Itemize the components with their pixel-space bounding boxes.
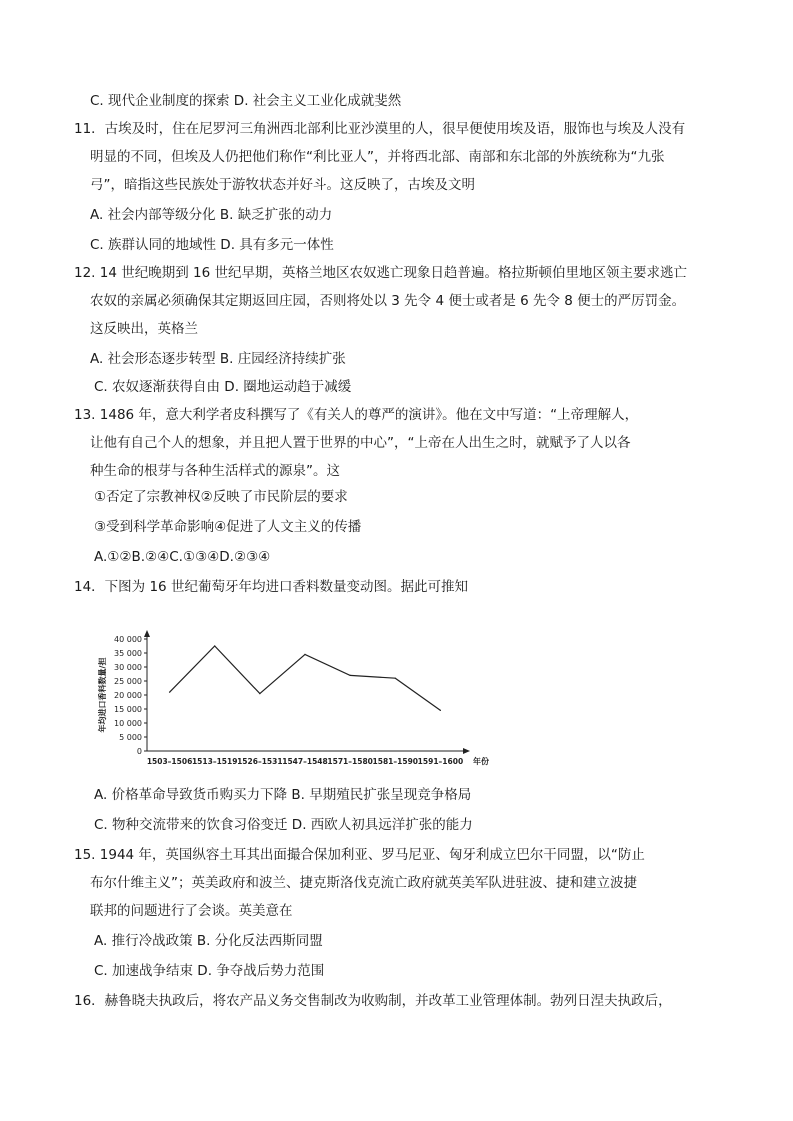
text-line: 12. 14 世纪晚期到 16 世纪早期，英格兰地区农奴逃亡现象日趋普遍。格拉斯顿伯里地区领主要求逃亡 bbox=[74, 265, 687, 281]
x-tick-label: 1591–1600 bbox=[417, 757, 464, 766]
y-tick-label: 35 000 bbox=[114, 649, 142, 658]
text-line: 农奴的亲属必须确保其定期返回庄园，否则将处以 3 先令 4 便士或者是 6 先令 8 便士的严厉罚金。 bbox=[90, 293, 686, 309]
y-tick-label: 20 000 bbox=[114, 691, 142, 700]
text-line: C. 族群认同的地域性 D. 具有多元一体性 bbox=[90, 237, 334, 253]
x-axis-label: 年份 bbox=[473, 757, 489, 766]
x-tick-label: 1513–1519 bbox=[191, 757, 238, 766]
data-point bbox=[169, 692, 170, 693]
text-line: 这反映出，英格兰 bbox=[90, 321, 198, 337]
text-line: 11．古埃及时，住在尼罗河三角洲西北部利比亚沙漠里的人，很早便使用埃及语，服饰也与埃及人没有 bbox=[74, 121, 686, 137]
x-tick-label: 1581–1590 bbox=[372, 757, 419, 766]
text-line: 让他有自己个人的想象，并且把人置于世界的中心”，“上帝在人出生之时，就赋予了人以各 bbox=[90, 435, 631, 451]
y-tick-label: 15 000 bbox=[114, 705, 142, 714]
text-line: 种生命的根芽与各种生活样式的源泉”。这 bbox=[90, 463, 340, 479]
text-line: 14．下图为 16 世纪葡萄牙年均进口香料数量变动图。据此可推知 bbox=[74, 579, 468, 595]
text-line: 布尔什维主义”；英美政府和波兰、捷克斯洛伐克流亡政府就英美军队进驻波、捷和建立波捷 bbox=[90, 875, 637, 891]
text-line: C. 物种交流带来的饮食习俗变迁 D. 西欧人初具远洋扩张的能力 bbox=[94, 817, 473, 833]
text-line: 明显的不同，但埃及人仍把他们称作“利比亚人”，并将西北部、南部和东北部的外族统称为“九张 bbox=[90, 149, 665, 165]
x-tick-label: 1503–1506 bbox=[146, 757, 193, 766]
x-tick-label: 1547–1548 bbox=[282, 757, 328, 766]
y-tick-label: 0 bbox=[136, 747, 142, 756]
text-line: A. 社会形态逐步转型 B. 庄园经济持续扩张 bbox=[90, 351, 346, 367]
text-line: C. 现代企业制度的探索 D. 社会主义工业化成就斐然 bbox=[90, 93, 402, 109]
x-axis-arrow bbox=[463, 748, 470, 754]
y-tick-label: 5 000 bbox=[119, 733, 142, 742]
text-line: C. 加速战争结束 D. 争夺战后势力范围 bbox=[94, 963, 325, 979]
series-line bbox=[170, 646, 441, 710]
text-line: A. 社会内部等级分化 B. 缺乏扩张的动力 bbox=[90, 207, 333, 223]
text-line: ③受到科学革命影响④促进了人文主义的传播 bbox=[94, 519, 362, 535]
text-line: A. 推行冷战政策 B. 分化反法西斯同盟 bbox=[94, 933, 323, 949]
data-point bbox=[304, 654, 305, 655]
text-line: C. 农奴逐渐获得自由 D. 圈地运动趋于减缓 bbox=[94, 379, 352, 395]
y-axis-arrow bbox=[144, 630, 150, 637]
data-point bbox=[214, 645, 215, 646]
text-line: 弓”，暗指这些民族处于游牧状态并好斗。这反映了，古埃及文明 bbox=[90, 177, 475, 193]
text-line: 13. 1486 年，意大利学者皮科撰写了《有关人的尊严的演讲》。他在文中写道：“上帝理解人， bbox=[74, 407, 639, 423]
y-tick-label: 30 000 bbox=[114, 663, 142, 672]
text-line: 15. 1944 年，英国纵容土耳其出面撮合保加利亚、罗马尼亚、匈牙利成立巴尔干同盟，以“防止 bbox=[74, 847, 645, 863]
y-axis-label: 年均进口香料数量/担 bbox=[98, 657, 107, 733]
x-tick-label: 1571–1580 bbox=[327, 757, 373, 766]
data-point bbox=[440, 710, 441, 711]
text-line: A. 价格革命导致货币购买力下降 B. 早期殖民扩张呈现竞争格局 bbox=[94, 787, 472, 803]
text-line: 16．赫鲁晓夫执政后，将农产品义务交售制改为收购制，并改革工业管理体制。勃列日涅夫执政后， bbox=[74, 993, 672, 1009]
y-tick-label: 40 000 bbox=[114, 635, 142, 644]
text-line: ①否定了宗教神权②反映了市民阶层的要求 bbox=[94, 489, 348, 505]
x-tick-label: 1526–1531 bbox=[237, 757, 283, 766]
y-tick-label: 10 000 bbox=[114, 719, 142, 728]
text-line: 联邦的问题进行了会谈。英美意在 bbox=[90, 903, 293, 919]
text-line: A.①②B.②④C.①③④D.②③④ bbox=[94, 549, 271, 565]
y-tick-label: 25 000 bbox=[114, 677, 142, 686]
data-point bbox=[350, 675, 351, 676]
data-point bbox=[259, 693, 260, 694]
data-point bbox=[395, 678, 396, 679]
spice-import-line-chart bbox=[95, 615, 515, 775]
